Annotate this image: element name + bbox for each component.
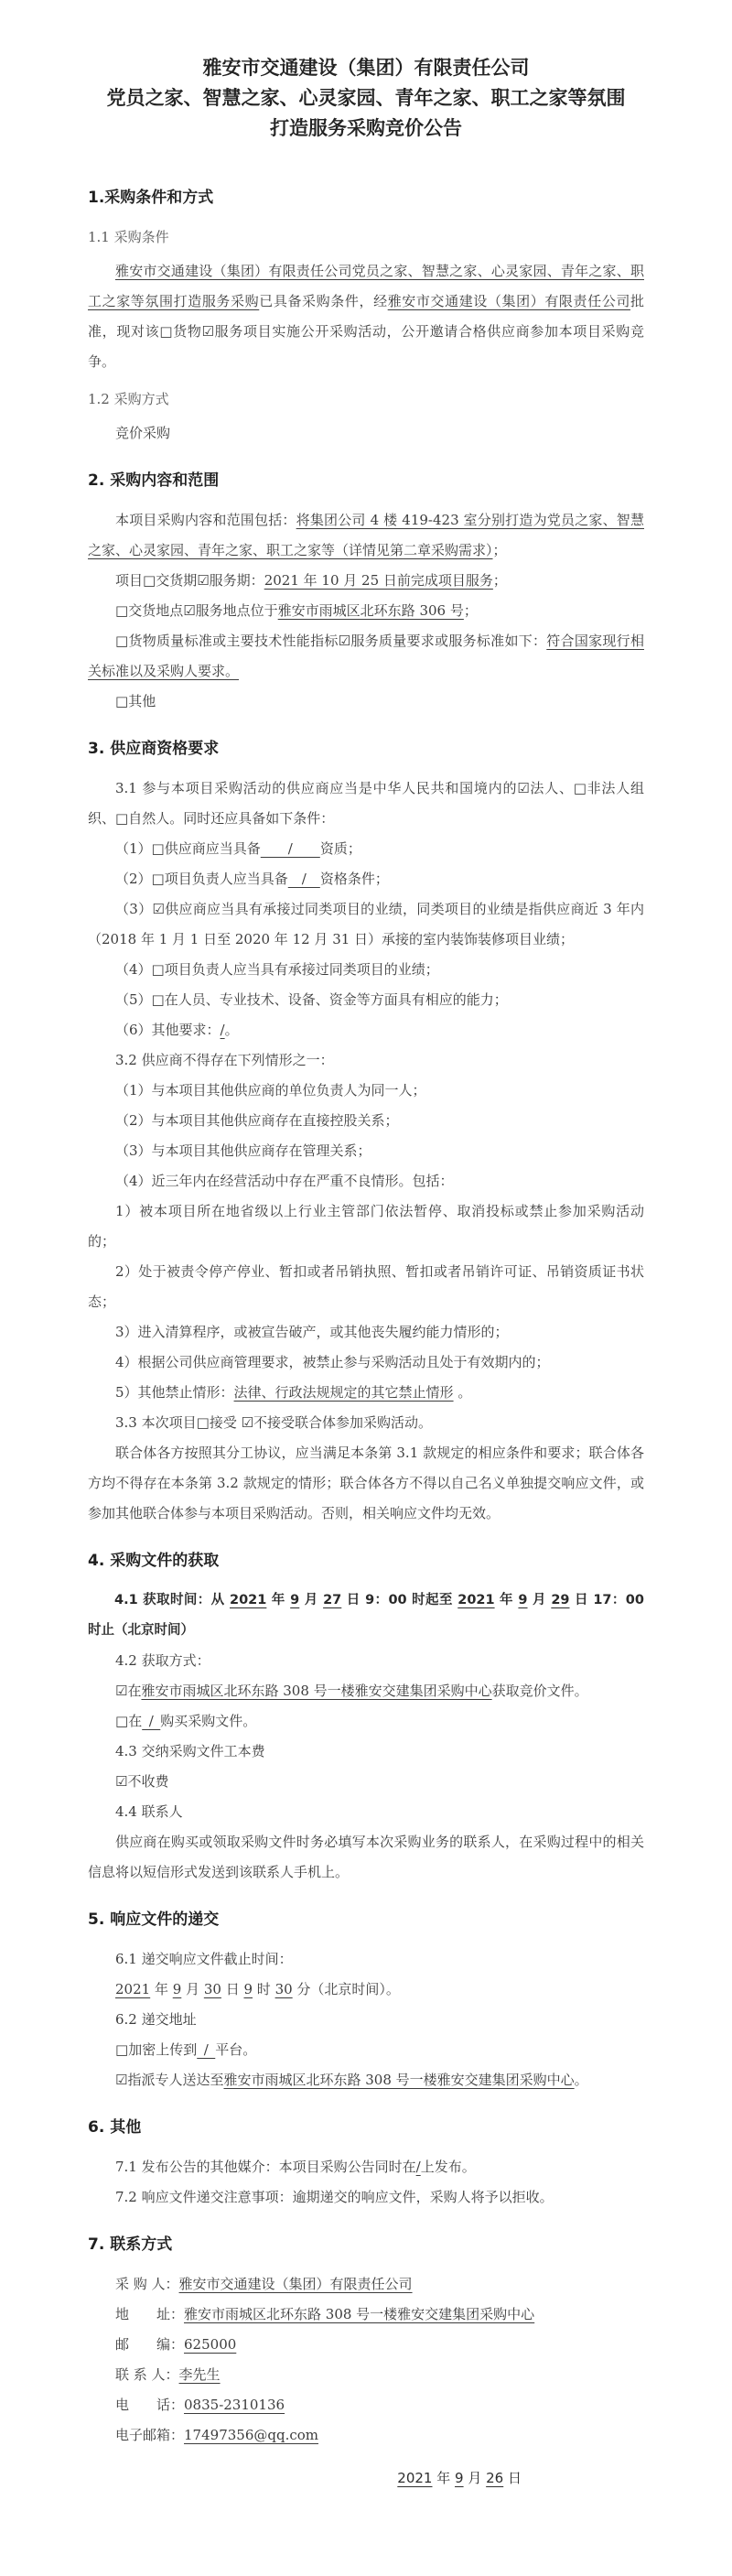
text-segment: 9 <box>455 2470 464 2486</box>
checkbox-unchecked-icon: □ <box>196 1414 210 1431</box>
text-segment: 3.2 供应商不得存在下列情形之一： <box>115 1052 334 1068</box>
text-segment: 在人员、专业技术、设备、资金等方面具有相应的能力； <box>164 991 508 1008</box>
text-segment: 服务项目实施公开采购活动，公开邀请合格供应商参加本项目采购竞争。 <box>88 323 644 370</box>
text-segment: 3）进入清算程序，或被宣告破产，或其他丧失履约能力情形的； <box>115 1324 509 1340</box>
text-segment: 竞价采购 <box>115 425 171 441</box>
text-segment: 货物 <box>173 323 202 340</box>
para-consortium <box>88 1438 644 1529</box>
text-segment: 雅安市交通建设（集团）有限责任公司 <box>387 293 630 309</box>
text-segment: 26 <box>486 2470 504 2486</box>
text-segment: 雅安市雨城区北环东路 306 号 <box>277 602 464 619</box>
para-service-period <box>88 566 644 596</box>
checkbox-checked-icon: ☑ <box>152 901 165 917</box>
para-7-1 <box>88 2152 644 2182</box>
text-segment: （1）与本项目其他供应商的单位负责人为同一人； <box>115 1082 426 1099</box>
text-segment: 4.3 交纳采购文件工本费 <box>115 1743 265 1759</box>
text-segment: 6. 其他 <box>88 2118 142 2137</box>
text-segment: 5）其他禁止情形： <box>115 1384 234 1401</box>
para-4-1 <box>88 1586 644 1646</box>
text-segment: 分（北京时间）。 <box>292 1981 400 1997</box>
text-segment: 2021 <box>458 1593 495 1607</box>
contact-postcode <box>88 2330 644 2360</box>
text-segment: 不收费 <box>127 1773 169 1790</box>
text-segment: 。 <box>453 1384 472 1401</box>
heading-1 <box>88 182 644 213</box>
text-segment: 其他 <box>128 693 156 709</box>
checkbox-unchecked-icon: □ <box>151 991 165 1008</box>
document-blocks <box>88 182 644 2494</box>
text-segment: 货物质量标准或主要技术性能指标 <box>128 633 339 649</box>
para-6-2 <box>88 2005 644 2035</box>
text-segment: 2021 <box>397 2470 433 2486</box>
checkbox-unchecked-icon: □ <box>151 871 165 887</box>
text-segment: 9 <box>518 1593 528 1607</box>
text-segment: 4.4 联系人 <box>115 1803 183 1820</box>
para-7-2 <box>88 2182 644 2213</box>
heading-4 <box>88 1545 644 1576</box>
para-6-2-opt1 <box>88 2035 644 2065</box>
para-3-3 <box>88 1408 644 1438</box>
para-6-1 <box>88 1944 644 1975</box>
text-segment: 年 <box>432 2470 456 2486</box>
text-segment: 年 <box>266 1593 291 1607</box>
text-segment: 符合国家现行相关标准以及采购人要求。 <box>88 633 644 679</box>
checkbox-unchecked-icon: □ <box>573 780 587 796</box>
item-3-2-4-3 <box>88 1317 644 1348</box>
checkbox-unchecked-icon: □ <box>115 693 129 709</box>
text-segment: 月 <box>299 1593 324 1607</box>
text-segment: 。 <box>574 2072 588 2088</box>
item-3-2-4-2 <box>88 1257 644 1317</box>
para-4-2 <box>88 1646 644 1676</box>
text-segment: 日 17：00 时止（北京时间） <box>88 1593 644 1638</box>
text-segment: 项目负责人应当具有承接过同类项目的业绩； <box>164 961 439 978</box>
text-segment: 日 9：00 时起至 <box>341 1593 458 1607</box>
contact-address <box>88 2300 644 2330</box>
text-segment: 服务地点位于 <box>195 602 278 619</box>
checkbox-checked-icon: ☑ <box>197 572 210 589</box>
text-segment: 1）被本项目所在地省级以上行业主管部门依法暂停、取消投标或禁止参加采购活动的； <box>88 1203 644 1250</box>
text-segment: 雅安市雨城区北环东路 308 号一楼雅安交建集团采购中心 <box>184 2306 535 2322</box>
item-3-2-4-1 <box>88 1196 644 1257</box>
text-segment: 2）处于被责令停产停业、暂扣或者吊销执照、暂扣或者吊销许可证、吊销资质证书状态； <box>88 1263 644 1310</box>
text-segment: 30 <box>203 1981 221 1997</box>
checkbox-checked-icon: ☑ <box>115 1773 128 1790</box>
heading-5 <box>88 1904 644 1935</box>
text-segment: 2. 采购内容和范围 <box>88 471 220 490</box>
checkbox-checked-icon: ☑ <box>201 323 214 340</box>
para-3-2 <box>88 1045 644 1076</box>
text-segment: 上发布。 <box>420 2159 476 2175</box>
text-segment: 月 <box>527 1593 552 1607</box>
text-segment: 服务期： <box>209 572 264 589</box>
text-segment: 6.1 递交响应文件截止时间： <box>115 1951 293 1967</box>
text-segment: ； <box>492 542 507 558</box>
text-segment: 日 <box>503 2470 522 2486</box>
text-segment: 雅安市雨城区北环东路 308 号一楼雅安交建集团采购中心 <box>141 1683 492 1699</box>
text-segment: 9 <box>243 1981 253 1997</box>
text-segment: 在 <box>127 1683 142 1699</box>
para-service-location <box>88 596 644 626</box>
text-segment: （4）近三年内在经营活动中存在严重不良情形。包括： <box>115 1173 454 1189</box>
item-3-1-1 <box>88 834 644 864</box>
text-segment: 7.2 响应文件递交注意事项：逾期递交的响应文件，采购人将予以拒收。 <box>115 2189 554 2205</box>
text-segment: 3. 供应商资格要求 <box>88 740 220 758</box>
text-segment: 年 <box>494 1593 519 1607</box>
text-segment: 月 <box>181 1981 204 1997</box>
text-segment: 指派专人送达至 <box>127 2072 224 2088</box>
text-segment: 平台。 <box>215 2041 257 2058</box>
text-segment: 法律、行政法规规定的其它禁止情形 <box>233 1384 454 1401</box>
text-segment: 自然人。同时还应具备如下条件： <box>128 810 335 827</box>
checkbox-checked-icon: ☑ <box>241 1414 254 1431</box>
text-segment: / <box>260 840 320 857</box>
heading-7 <box>88 2229 644 2260</box>
text-segment: 雅安市雨城区北环东路 308 号一楼雅安交建集团采购中心 <box>223 2072 575 2088</box>
doc-title-company: 雅安市交通建设（集团）有限责任公司 <box>202 57 530 79</box>
item-3-2-4-4 <box>88 1348 644 1378</box>
para-4-3 <box>88 1737 644 1767</box>
text-segment: 雅安市交通建设（集团）有限责任公司党员之家、智慧之家、心灵家园、青年之家、职工之家等氛围打造服务采购 <box>88 263 644 309</box>
text-segment: 联 系 人： <box>115 2366 179 2383</box>
text-segment: 2021 <box>115 1981 151 1997</box>
text-segment: 服务质量要求或服务标准如下： <box>350 633 547 649</box>
text-segment: / <box>220 1022 225 1038</box>
text-segment: 3.3 本次项目 <box>115 1414 197 1431</box>
para-3-1 <box>88 774 644 834</box>
contact-email <box>88 2420 644 2451</box>
checkbox-unchecked-icon: □ <box>159 323 174 340</box>
text-segment: 交货地点 <box>128 602 184 619</box>
text-segment: 29 <box>551 1593 570 1607</box>
text-segment: / <box>287 871 320 887</box>
text-segment: 625000 <box>184 2336 237 2353</box>
text-segment: 0835-2310136 <box>184 2397 285 2413</box>
text-segment: 项目 <box>115 572 144 589</box>
text-segment: 1.1 采购条件 <box>88 229 169 245</box>
text-segment: 加密上传到 <box>128 2041 198 2058</box>
para-6-2-opt2 <box>88 2065 644 2095</box>
text-segment: 5. 响应文件的递交 <box>88 1910 220 1929</box>
checkbox-unchecked-icon: □ <box>143 572 156 589</box>
text-segment: 。 <box>224 1022 239 1038</box>
checkbox-checked-icon: ☑ <box>115 1683 128 1699</box>
text-segment: 雅安市交通建设（集团）有限责任公司 <box>178 2276 413 2292</box>
text-segment: 供应商应当具备 <box>164 840 261 857</box>
doc-title-subject: 党员之家、智慧之家、心灵家园、青年之家、职工之家等氛围打造服务采购竞价公告 <box>106 87 626 139</box>
text-segment: 李先生 <box>178 2366 221 2383</box>
text-segment: （3） <box>115 901 153 917</box>
checkbox-checked-icon: ☑ <box>517 780 530 796</box>
text-segment: 4.1 获取时间：从 <box>114 1593 230 1607</box>
text-segment: 27 <box>323 1593 342 1607</box>
text-segment: / <box>415 2159 421 2175</box>
text-segment: ； <box>492 572 507 589</box>
text-segment: 2021 <box>230 1593 267 1607</box>
para-4-2-opt2 <box>88 1706 644 1737</box>
text-segment: 6.2 递交地址 <box>115 2011 197 2028</box>
text-segment: 非法人组织、 <box>88 780 644 827</box>
text-segment: 9 <box>290 1593 300 1607</box>
para-4-2-opt1 <box>88 1676 644 1706</box>
checkbox-unchecked-icon: □ <box>115 602 129 619</box>
doc-date <box>88 2463 644 2494</box>
checkbox-checked-icon: ☑ <box>338 633 351 649</box>
checkbox-unchecked-icon: □ <box>151 840 165 857</box>
text-segment: 交货期 <box>156 572 198 589</box>
text-segment: 联合体各方按照其分工协议，应当满足本条第 3.1 款规定的相应条件和要求；联合体各方均不得存在本条第 3.2 款规定的情形；联合体各方不得以自己名义单独提交响应文件，或参加其他联合体参与本项目采购活动。否则，相关响应文件均无效。 <box>88 1445 644 1521</box>
text-segment: 地 址： <box>115 2306 185 2322</box>
checkbox-checked-icon: ☑ <box>115 2072 128 2088</box>
para-quality-standard <box>88 626 644 687</box>
contact-person <box>88 2360 644 2390</box>
heading-6 <box>88 2112 644 2143</box>
item-3-2-4-5 <box>88 1378 644 1408</box>
text-segment: 4. 采购文件的获取 <box>88 1552 220 1570</box>
text-segment: 项目负责人应当具备 <box>164 871 288 887</box>
checkbox-unchecked-icon: □ <box>151 961 165 978</box>
contact-purchaser <box>88 2269 644 2300</box>
item-3-1-3 <box>88 894 644 955</box>
item-3-2-3 <box>88 1136 644 1166</box>
text-segment: 已具备采购条件，经 <box>259 293 388 309</box>
text-segment: （5） <box>115 991 152 1008</box>
text-segment: 17497356@qq.com <box>184 2427 318 2443</box>
contact-phone <box>88 2390 644 2420</box>
heading-2 <box>88 465 644 496</box>
text-segment: 3.1 参与本项目采购活动的供应商应当是中华人民共和国境内的 <box>115 780 518 796</box>
text-segment: 1.采购条件和方式 <box>88 189 214 207</box>
sub-1-2 <box>88 384 644 415</box>
text-segment: 9 <box>172 1981 182 1997</box>
text-segment: 供应商应当具有承接过同类项目的业绩，同类项目的业绩是指供应商近 3 年内（2018 年 1 月 1 日至 2020 年 12 月 31 日）承接的室内装饰装修项目业绩； <box>88 901 644 947</box>
item-3-1-5 <box>88 985 644 1015</box>
item-3-2-2 <box>88 1106 644 1136</box>
item-3-2-1 <box>88 1076 644 1106</box>
item-3-2-4 <box>88 1166 644 1196</box>
checkbox-unchecked-icon: □ <box>115 2041 129 2058</box>
text-segment: 7. 联系方式 <box>88 2235 173 2254</box>
text-segment: 获取竞价文件。 <box>491 1683 588 1699</box>
text-segment: / <box>142 1713 161 1729</box>
text-segment: 电 话： <box>115 2397 185 2413</box>
text-segment: 供应商在购买或领取采购文件时务必填写本次采购业务的联系人，在采购过程中的相关信息将以短信形式发送到该联系人手机上。 <box>88 1834 644 1880</box>
text-segment: 日 <box>221 1981 244 1997</box>
checkbox-unchecked-icon: □ <box>115 633 129 649</box>
para-4-4 <box>88 1797 644 1827</box>
text-segment: 购买采购文件。 <box>160 1713 257 1729</box>
text-segment: 法人、 <box>529 780 574 796</box>
checkbox-checked-icon: ☑ <box>183 602 196 619</box>
text-segment: 不接受联合体参加采购活动。 <box>253 1414 433 1431</box>
text-segment: 月 <box>463 2470 487 2486</box>
text-segment: 7.1 发布公告的其他媒介：本项目采购公告同时在 <box>115 2159 416 2175</box>
text-segment: 30 <box>274 1981 293 1997</box>
para-other-option <box>88 687 644 717</box>
text-segment: （6）其他要求： <box>115 1022 221 1038</box>
para-contact-note <box>88 1827 644 1888</box>
text-segment: 本项目采购内容和范围包括： <box>115 512 296 528</box>
para-bidding-method <box>88 418 644 449</box>
item-3-1-6 <box>88 1015 644 1045</box>
text-segment: 接受 <box>209 1414 242 1431</box>
text-segment: （4） <box>115 961 152 978</box>
heading-3 <box>88 733 644 764</box>
text-segment: ； <box>463 602 478 619</box>
para-deadline <box>88 1975 644 2005</box>
text-segment: 批准，现对该 <box>88 293 644 340</box>
text-segment: （3）与本项目其他供应商存在管理关系； <box>115 1142 371 1159</box>
sub-1-1 <box>88 222 644 253</box>
text-segment: / <box>197 2041 216 2058</box>
text-segment: 1.2 采购方式 <box>88 391 169 407</box>
text-segment: 采 购 人： <box>115 2276 179 2292</box>
checkbox-unchecked-icon: □ <box>115 810 129 827</box>
para-scope <box>88 505 644 566</box>
text-segment: （1） <box>115 840 152 857</box>
text-segment: 年 <box>150 1981 173 1997</box>
text-segment: 资质； <box>319 840 361 857</box>
para-purchase-conditions <box>88 256 644 377</box>
text-segment: 资格条件； <box>319 871 389 887</box>
item-3-1-2 <box>88 864 644 894</box>
text-segment: 时 <box>253 1981 275 1997</box>
para-4-3-free <box>88 1767 644 1797</box>
text-segment: 4.2 获取方式： <box>115 1652 210 1669</box>
text-segment: 邮 编： <box>115 2336 185 2353</box>
text-segment: 在 <box>128 1713 143 1729</box>
text-segment: 电子邮箱： <box>115 2427 185 2443</box>
item-3-1-4 <box>88 955 644 985</box>
text-segment: 4）根据公司供应商管理要求，被禁止参与采购活动且处于有效期内的； <box>115 1354 550 1370</box>
text-segment: 将集团公司 4 楼 419-423 室分别打造为党员之家、智慧之家、心灵家园、青年之家、职工之家等（详情见第二章采购需求） <box>88 512 644 558</box>
text-segment: （2） <box>115 871 152 887</box>
checkbox-unchecked-icon: □ <box>115 1713 129 1729</box>
text-segment: 2021 年 10 月 25 日前完成项目服务 <box>264 572 493 589</box>
text-segment: （2）与本项目其他供应商存在直接控股关系； <box>115 1112 399 1129</box>
